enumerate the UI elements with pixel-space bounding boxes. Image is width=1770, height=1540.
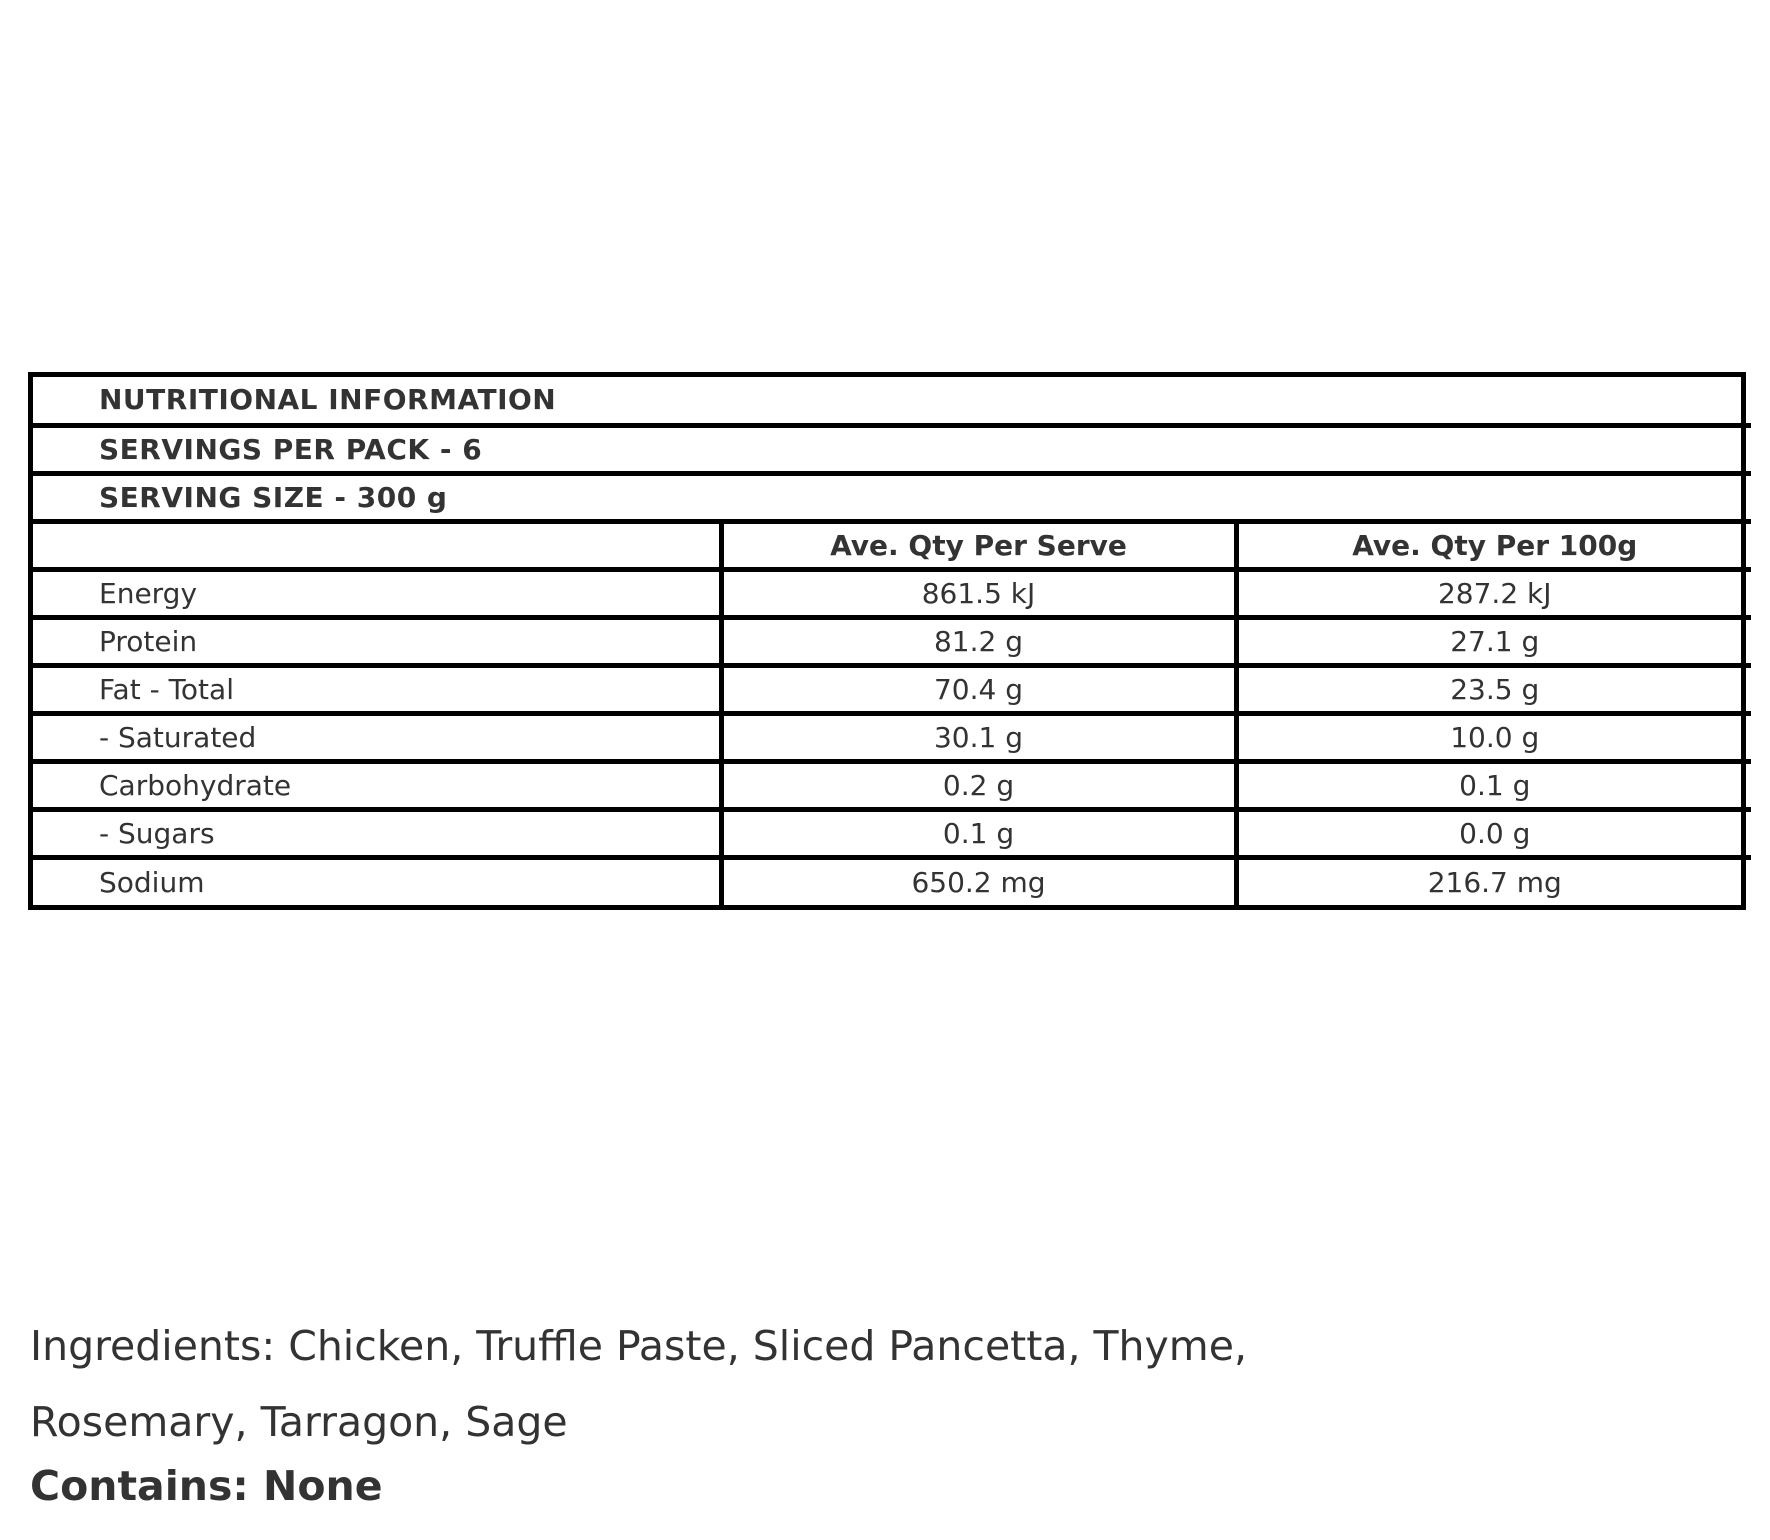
serving-size-row — [33, 473, 1751, 521]
row-per-serve: 861.5 kJ — [721, 569, 1236, 617]
row-per-100g: 0.0 g — [1236, 809, 1751, 857]
row-per-100g: 27.1 g — [1236, 617, 1751, 665]
row-label: Fat - Total — [33, 665, 721, 713]
table-row — [33, 665, 1751, 713]
column-header-per-serve: Ave. Qty Per Serve — [721, 521, 1236, 569]
row-per-serve: 30.1 g — [721, 713, 1236, 761]
column-header-row — [33, 521, 1751, 569]
row-per-100g: 10.0 g — [1236, 713, 1751, 761]
servings-row — [33, 425, 1751, 473]
table-row — [33, 569, 1751, 617]
panel-title: NUTRITIONAL INFORMATION — [33, 377, 1751, 425]
table-row — [33, 809, 1751, 857]
table-row — [33, 857, 1751, 905]
row-per-serve: 81.2 g — [721, 617, 1236, 665]
row-label: Energy — [33, 569, 721, 617]
column-header-per-100g: Ave. Qty Per 100g — [1236, 521, 1751, 569]
allergen-contains-text: Contains: None — [30, 1462, 383, 1510]
servings-per-pack: SERVINGS PER PACK - 6 — [33, 425, 1751, 473]
row-label: Sodium — [33, 857, 721, 905]
ingredients-text: Ingredients: Chicken, Truffle Paste, Sliced Pancetta, Thyme, Rosemary, Tarragon, Sage — [30, 1322, 1248, 1446]
row-label: - Saturated — [33, 713, 721, 761]
table-row — [33, 617, 1751, 665]
row-per-100g: 0.1 g — [1236, 761, 1751, 809]
nutrition-table — [33, 377, 1751, 905]
table-row — [33, 761, 1751, 809]
title-row — [33, 377, 1751, 425]
row-per-serve: 0.1 g — [721, 809, 1236, 857]
nutrition-panel — [28, 372, 1746, 910]
column-header-empty — [33, 521, 721, 569]
serving-size: SERVING SIZE - 300 g — [33, 473, 1751, 521]
row-per-100g: 23.5 g — [1236, 665, 1751, 713]
row-per-serve: 650.2 mg — [721, 857, 1236, 905]
row-per-serve: 0.2 g — [721, 761, 1236, 809]
row-per-100g: 216.7 mg — [1236, 857, 1751, 905]
row-label: - Sugars — [33, 809, 721, 857]
row-label: Carbohydrate — [33, 761, 721, 809]
table-row — [33, 713, 1751, 761]
row-per-serve: 70.4 g — [721, 665, 1236, 713]
row-label: Protein — [33, 617, 721, 665]
row-per-100g: 287.2 kJ — [1236, 569, 1751, 617]
